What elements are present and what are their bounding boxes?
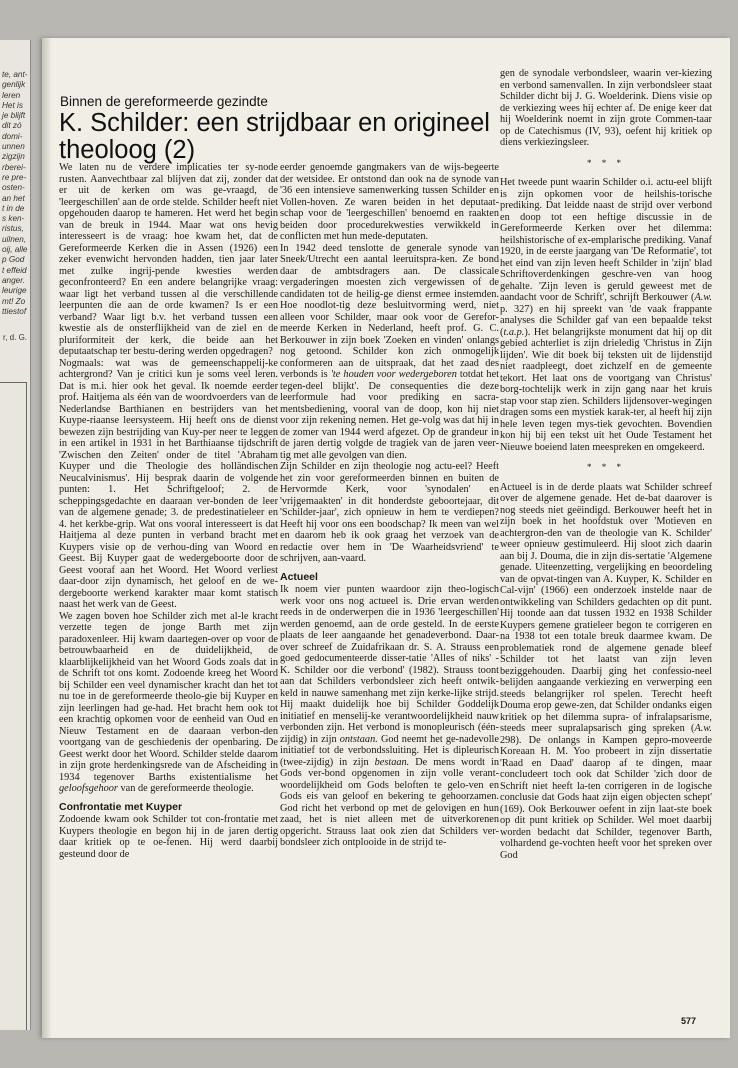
- prev-line: ttiestof: [2, 306, 27, 316]
- prev-line: an het: [2, 193, 25, 203]
- prev-line: s ken-: [2, 214, 25, 224]
- prev-line: Het is: [2, 100, 23, 110]
- paragraph: [500, 482, 712, 862]
- text-run: Het tweede punt waarin Schilder o.i. actu-eel blijft is zijn opkomen voor de heilshis-torische prediking. Dat leidde naast de strijd over verbond en doop tot een heftige discussie in de Gereformeerde Kerken over het dilemma: heilshistorische of ex-emplarische prediking. Vanaf 1920, in de eerste jaargang van 'De Reformatie', tot het eind van zijn leven heeft Schilder in 'zijn' blad Schriftoverdenkingen geschre-ven van hoog gehalte. 'Zijn leven is geruld geweest met de aandacht voor de Schrift', schrijft Berkouwer (: [500, 177, 712, 303]
- section-separator: * * *: [587, 462, 625, 472]
- text-run: De mens wordt in Gods ver-bond opgenomen in zijn volle verant-woordelijkheid om Gods beloften te gelo-ven en Gods eis van geloof en bekering te gehoorzamen. God richt het verbond op met de gelovigen en hun zaad, het is niet alleen met de uitverkorenen opgericht. Strauss laat ook zien dat Schilders ver-bondsleer zich ontplooide in de strijd te-: [280, 756, 499, 848]
- text-run: totdat het tegen-deel blijkt'. De consequenties die deze leerformule had voor prediking en sacra-mentsbediening, vooral van de doop, kon hij niet voor zijn rekening nemen. Het ge-volg was dat hij in de zomer van 1944 werd afgezet. Op de grandeur in de jaren dertig volgde de tragiek van de jaren veer-tig met alle gevolgen van dien.: [280, 369, 499, 461]
- text-run: 298). De onlangs in Kampen gepro-moveerde Koreaan H. M. Yoo probeert in zijn dissertatie 'Raad en Daad' daarop af te dingen, maar concludeert toch ook dat Schilder 'zich door de Schrift niet heeft la-ten corrigeren in de logische conclusie dat Gods haat zijn eigen objecten schept' (169). Ook Berkouwer oefent in zijn laat-ste boek op dit punt kritiek op Schilder. Wel moet daarbij worden bedacht dat Schilder, tegenover Barth, volhardend ge-vochten heeft voor het spreken over God: [500, 734, 712, 861]
- prev-line: te, ant-: [2, 70, 28, 79]
- prev-line: uilnen,: [2, 234, 27, 244]
- subheading-actueel: Actueel: [280, 570, 318, 583]
- previous-page-strip: [0, 40, 31, 1030]
- emphasis: t.a.p.: [503, 326, 525, 338]
- subheading-confrontatie: Confrontatie met Kuyper: [59, 800, 183, 813]
- paragraph: [280, 584, 499, 849]
- emphasis: bestaan.: [374, 756, 410, 768]
- text-run: Actueel is in de derde plaats wat Schilder schreef over de algemene genade. Het de-bat daarover is nog steeds niet geëindigd. Berkouwer heeft het in zijn boek in het hoofdstuk over 'Motieven en achtergron-den van de theologie van K. Schilder' weer opnieuw gestimuleerd. Hij sloot zich daarin aan bij J. Douma, die in zijn dis-sertatie 'Algemene genade. Uiteenzetting, vergelijking en beoordeling van de opvat-tingen van A. Kuyper, K. Schilder en Cal-vijn' (1966) een onderzoek instelde naar de ontwikkeling van Schilders gedachten op dit punt. Hij toonde aan dat tussen 1932 en 1938 Schilder Kuypers gemene gratieleer begon te corrigeren en na 1938 tot een totale breuk daarmee kwam. De problematiek rond de algemene genade bleef Schilder tot het laatst van zijn leven beziggehouden. Daarbij ging het confessio-neel belijden aangaande verkiezing en verwerping een steeds belangrijker rol spelen. Terecht heeft Douma erop gewe-zen, dat Schilder ondanks eigen kritiek op het dilemma supra- of infralapsarisme, steeds meer supralapsarisch ging spreken (: [500, 481, 712, 734]
- page-number: 577: [680, 1016, 696, 1026]
- prev-line: je blijft: [2, 111, 26, 121]
- paragraph: [280, 243, 499, 462]
- prev-line: mt! Zo: [2, 296, 26, 306]
- text-run: van de gereformeerde theologie.: [120, 783, 254, 794]
- paragraph: Zodoende kwam ook Schilder tot con-frontatie met Kuypers theologie en begon hij in de jaren dertig daar kritiek op te oe-fenen. Hij werd daarbij gesteund door de: [59, 814, 278, 860]
- text-run: p. 327) en hij spreekt van 'de vaak frappante analyses die Schilder gaf van een bepaalde tekst (: [500, 303, 712, 338]
- prev-line: t in de: [2, 203, 25, 213]
- divider: [0, 382, 27, 383]
- prev-line: leurige: [2, 286, 27, 296]
- text-run: Ik noem vier punten waardoor zijn theo-logisch werk voor ons nog actueel is. Drie ervan werden reeds in de onderwerpen die in 1936 'leergeschillen' werden genoemd, aan de orde gesteld. In de eerste plaats de leer aangaande het genadeverbond. Daar-over schreef de Zuidafrikaan dr. S. A. Strauss een goed gedocumenteerde disser-tatie 'Alles of niks' - K. Schilder oor die verbond' (1982). Strauss toont aan dat Schilders verbondsleer zich heeft ontwik-keld in nauwe samenhang met zijn kerke-lijke strijd. Hij maakt duidelijk hoe bij Schilder Goddelijk initiatief en menselij-ke verantwoordelijkheid nauw verbonden zijn. Het verbond is monopleurisch (één-zijdig) in zijn: [280, 584, 499, 745]
- section-kicker: Binnen de gereformeerde gezindte: [60, 94, 268, 109]
- previous-page-signature: r, d. G.: [3, 333, 28, 343]
- article-page: [42, 38, 730, 1038]
- prev-line: zigzijn: [2, 152, 25, 162]
- prev-line: rberei-: [2, 162, 26, 172]
- prev-line: ristus,: [2, 224, 24, 234]
- gutter-shadow: [42, 38, 52, 1038]
- text-run: God neemt het ge-nadevolle initiatief tot de verbondssluiting. Het is dipleurisch (twee-zijdig) in zijn: [280, 733, 499, 768]
- text-column-2: [280, 162, 499, 1022]
- paragraph: [500, 177, 712, 453]
- paragraph: Zijn Schilder en zijn theologie nog actu-eel? Heeft het zin voor gereformeerden binnen en buiten de Hervormde Kerk, voor 'synodalen' en 'vrijgemaakten' in dit honderdste geboortejaar, dit 'Schilder-jaar', zich opnieuw in hem te verdiepen? Heeft hij voor ons een boodschap? Ik meen van wel en daarom heb ik ook graag het verzoek van de redactie over hem in 'De Waarheidsvriend' te schrijven, aan-vaard.: [280, 461, 499, 564]
- paragraph: Nogmaals: wat was de gemeenschappelij-ke achtergrond? Van je critici kun je soms veel leren. Dat is m.i. hier ook het geval. Ik noemde eerder prof. Haitjema als één van de woordvoerders van de Nederlandse Barthianen en bestrijders van het Kuype-riaanse leersysteem. Hij heeft ons de dienst bewezen zijn bestrijding van Kuy-per neer te leggen in een artikel in 1931 in het Barthiaanse tijdschrift 'Zwischen den Zeiten' onder de titel 'Abraham Kuyper und die Theologie des holländischen Neucalvinismus'. Hij besprak daarin de volgende punten: 1. Het Schriftgeloof; 2. de scheppingsgedachte en daaraan ver-bonden de leer van de algemene genade; 3. de predestinatieleer en 4. het kerkbe-grip. Wat ons vooral interesseert is dat Haitjema al deze punten in verband bracht met Kuypers visie op de verhou-ding van Woord en Geest. Bij Kuyper gaat de wedergeboorte door de Geest vooraf aan het Woord. Het Woord verliest daar-door zijn dynamisch, het geloof en de we-dergeboorte werkend karakter maar komt statisch naast het werk van de Geest.: [59, 357, 278, 610]
- prev-line: domi-: [2, 131, 23, 141]
- emphasis: geloofsgehoor: [59, 783, 118, 794]
- prev-line: osten-: [2, 183, 25, 193]
- text-column-3: [500, 68, 712, 1023]
- prev-line: re pre-: [2, 172, 27, 182]
- prev-line: anger.: [2, 275, 25, 285]
- text-column-1: [59, 162, 278, 1022]
- paragraph: eerder genoemde gangmakers van de wijs-begeerte der wetsidee. Er ontstond dan ook na de synode van '36 een intensieve samenwerking tussen Schilder en Vollen-hoven. Ze waren beiden in het deputaat-schap voor de 'leergeschillen' benoemd en raakten beiden door procedurekwesties verwikkeld in conflicten met hun mede-deputaten.: [280, 162, 499, 242]
- prev-line: p God: [2, 255, 25, 265]
- emphasis: A.w.: [694, 723, 712, 734]
- section-separator: * * *: [587, 157, 625, 168]
- emphasis: ontstaan.: [339, 733, 378, 745]
- text-run: In 1942 deed tenslotte de generale synode van Sneek/Utrecht een aantal leeruitspra-ken. Ze bond daar de ambtsdragers aan. De classicale vergaderingen moesten zich vergewissen of de candidaten tot de heilig-ge dienst ermee instemden. Hoe noodlot-tig deze besluitvorming werd, niet alleen voor Schilder, maar ook voor de Gerefor-meerde Kerken in Nederland, heeft prof. G. C. Berkouwer in zijn boek 'Zoeken en vinden' onlangs nog getoond. Schilder kon zich onmogelijk conformeren aan de uitspraak, dat het zaad des verbonds is: [280, 242, 499, 380]
- prev-line: leren: [2, 90, 21, 100]
- text-run: ). Het belangrijkste monument dat hij op dit gebied achterliet is zijn drieledig 'Christus in Zijn lijden'. Wie dit boek bij teksten uit de lijdenstijd niet raadpleegt, doet zichzelf en de gemeente tekort. Het laat ons de voortgang van Christus' borg-tochtelijk werk in zijn gang naar het kruis stap voor stap zien. Schilders lijdensover-wegingen dragen soms een mystiek karak-ter, al heeft hij zijn hele leven tegen mys-tiek gevochten. Bovendien kon hij bij een tekst uit het Oude Testament het Nieuwe boeiend laten meespreken en omgekeerd.: [500, 326, 712, 453]
- prev-line: oij, alle: [2, 245, 28, 255]
- paragraph: gen de synodale verbondsleer, waarin ver-kiezing en verbond samenvallen. In zijn verbondsleer staat Schilder dicht bij J. G. Woelderink. Diens visie op de verkiezing wees hij echter af. De enige keer dat hij Woelderink noemt in zijn grote Commen-taar op de Catechismus (IV, 93), oefent hij kritiek op diens verkiezingsleer.: [500, 68, 712, 148]
- article-title: K. Schilder: een strijdbaar en origineel theoloog (2): [59, 109, 490, 164]
- previous-page-text: [0, 40, 30, 317]
- prev-line: genlijk: [2, 80, 26, 90]
- emphasis: 'te houden voor wedergeboren: [330, 369, 457, 380]
- paragraph: We laten nu de verdere implicaties ter sy-node rusten. Aanvechtbaar zal blijven dat zij, zonder dat er uit de kerken om was ge-vraagd, de 'leergeschillen' aan de orde stelde. Schilder heeft niet opgehouden daarop te hameren. Het werd het begin van de breuk in 1944. Maar wat ons hevig interesseert is de vraag: hoe kwam het, dat de Gereformeerde Kerken die in Assen (1926) een zeker evenwicht hervonden hadden, tien jaar later met zulke ingrij-pende kwesties werden geconfronteerd? En een andere belangrijke vraag: waar ligt het verband tussen al die verschillende leerpunten die aan de orde kwamen? Is er een verband? Waar ligt b.v. het verband tussen een kwestie als de onsterflijkheid van de ziel en de pluriformiteit der kerk, die beide aan het deputaatschap ter bestu-dering werden opgedragen?: [59, 162, 278, 357]
- prev-line: unnen: [2, 142, 25, 152]
- text-run: We zagen boven hoe Schilder zich met al-le kracht verzette tegen de jonge Barth met zijn paradoxenleer. Hij kwam daartegen-over op voor de betrouwbaarheid en de duidelijkheid, de klaarblijkelijkheid van het Woord Gods zoals dat in de Schrift tot ons komt. Zodoende kreeg het Woord bij Schilder een veel dynamischer kracht dan het tot nu toe in de gereformeerde theolo-gie bij Kuyper en zijn leerlingen had ge-had. Het bracht hem ook tot een krachtig opkomen voor de eenheid van Oud en Nieuw Testament en de daaraan verbon-den voortgang van de geschiedenis der openbaring. De Geest werkt door het Woord. Schilder stelde daarom in zijn grote herdenkingsrede van de Afscheiding in 1934 tegenover Barths existentialisme het: [59, 610, 278, 783]
- paragraph: [59, 611, 278, 795]
- prev-line: dit zó: [2, 121, 22, 131]
- divider: [26, 382, 27, 1030]
- prev-line: t effeid: [2, 265, 27, 275]
- emphasis: A.w.: [694, 292, 712, 303]
